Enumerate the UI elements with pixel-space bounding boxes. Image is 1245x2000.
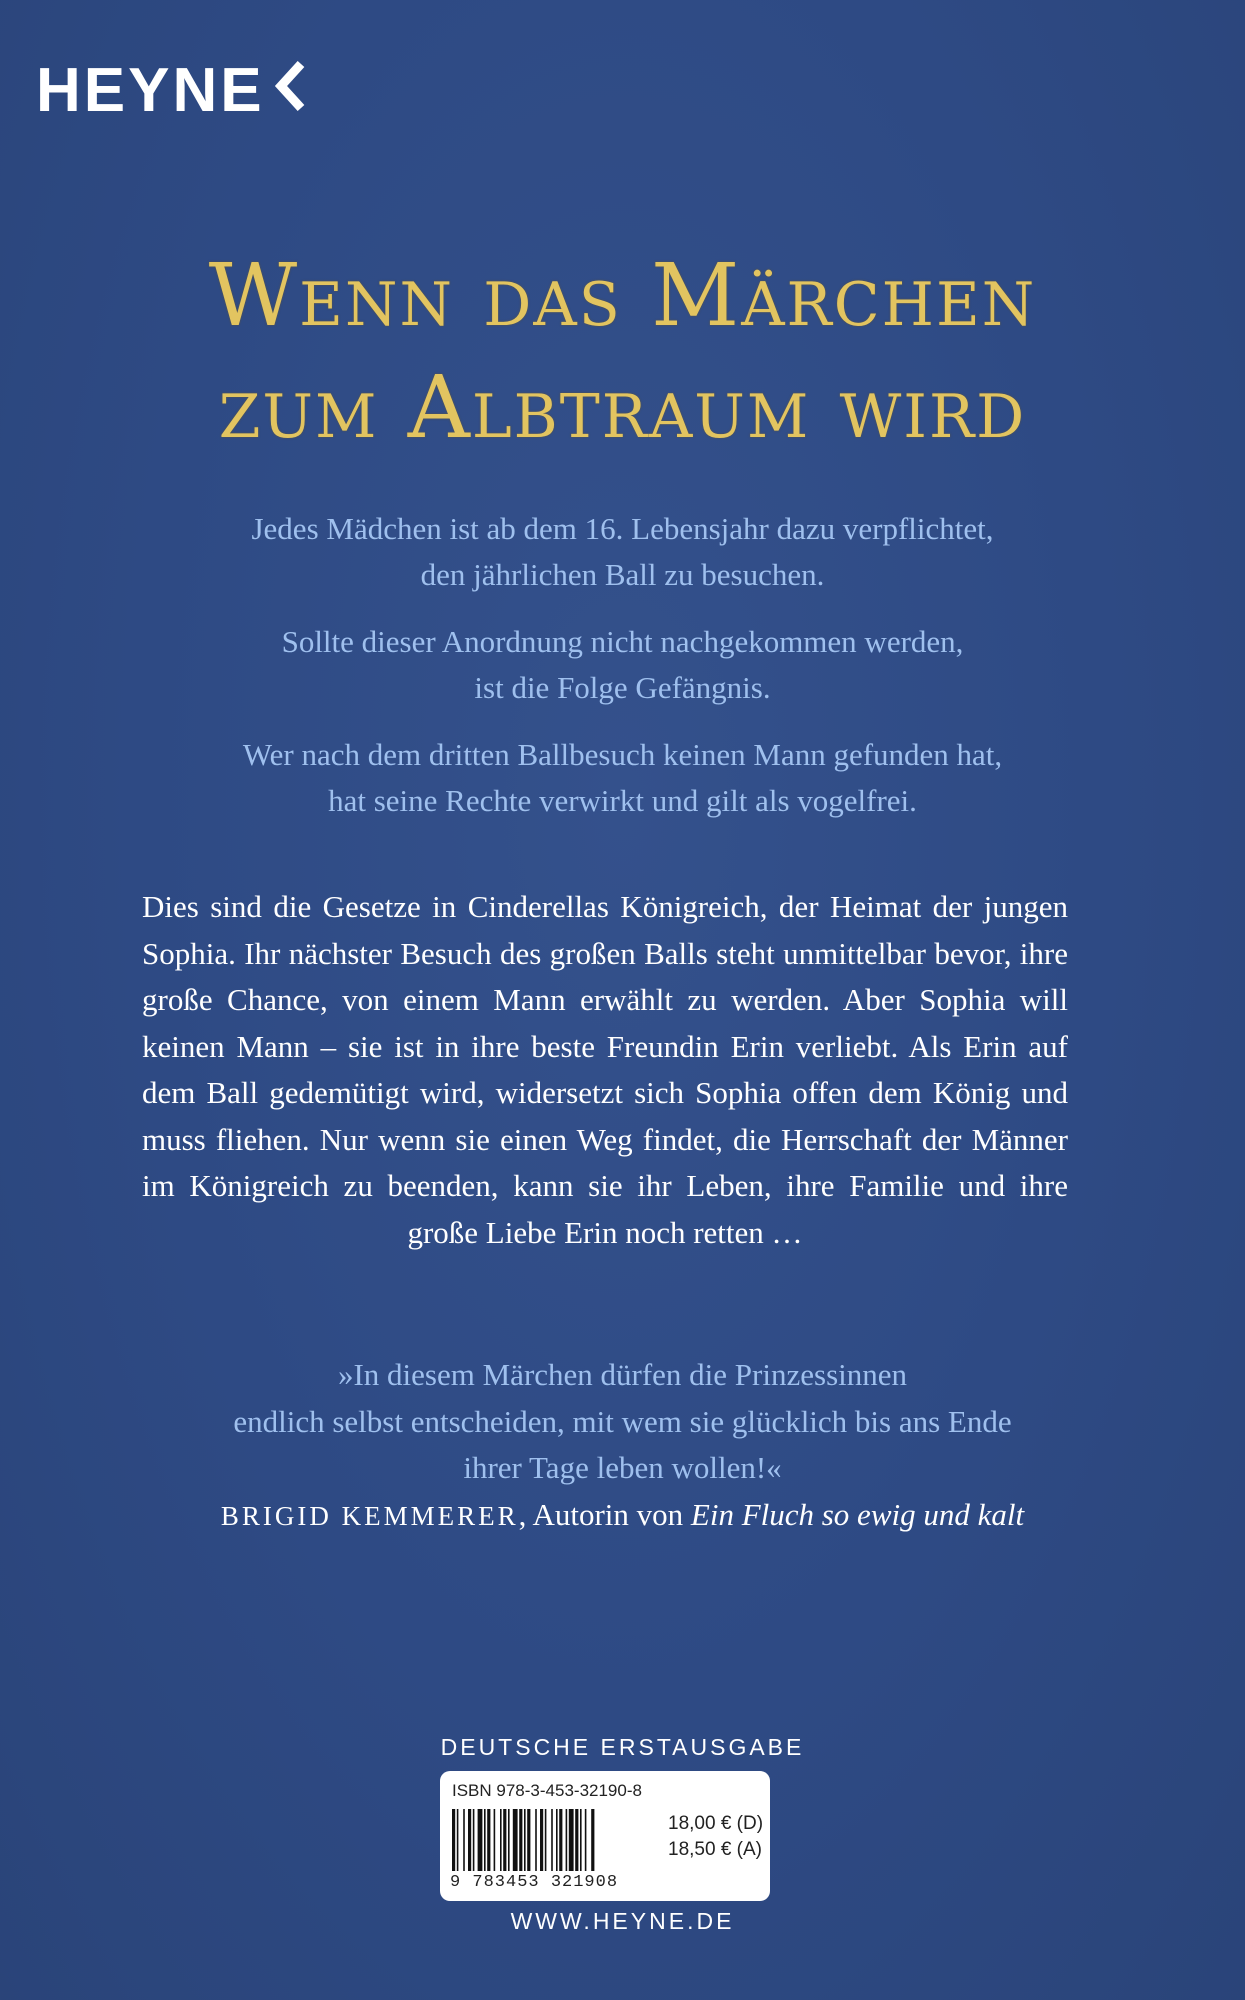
barcode-bar [484, 1809, 486, 1871]
quote-line-1: »In diesem Märchen dürfen die Prinzessinnen [337, 1357, 908, 1392]
barcode-graphic [452, 1809, 652, 1873]
barcode-bar [452, 1809, 455, 1871]
barcode-bar [503, 1809, 506, 1871]
publisher-logo [36, 56, 305, 125]
barcode-bar [545, 1809, 547, 1871]
quote-attribution [0, 1492, 1245, 1539]
barcode-bar [540, 1809, 543, 1871]
barcode-bar [580, 1809, 582, 1871]
chevron-left-icon [275, 60, 305, 122]
barcode-bar [463, 1809, 465, 1871]
headline-line-1: Wenn das Märchen [208, 246, 1037, 346]
rule-2 [0, 619, 1245, 711]
barcode-bar [478, 1809, 483, 1871]
rule-1-line-1: Jedes Mädchen ist ab dem 16. Lebensjahr dazu verpflichtet, [251, 511, 994, 546]
barcode-bar [559, 1809, 562, 1871]
barcode-bar [535, 1809, 537, 1871]
website-url: WWW.HEYNE.DE [510, 1908, 735, 1934]
barcode-box [440, 1771, 770, 1901]
rules-section [0, 506, 1245, 845]
isbn-text: ISBN 978-3-453-32190-8 [452, 1781, 642, 1800]
rule-1 [0, 506, 1245, 598]
attribution-author: BRIGID KEMMERER [220, 1501, 519, 1531]
barcode-bar [519, 1809, 522, 1871]
rule-2-line-1: Sollte dieser Anordnung nicht nachgekommen werden, [281, 624, 964, 659]
attribution-book: Ein Fluch so ewig und kalt [690, 1497, 1025, 1532]
barcode-bar [566, 1809, 568, 1871]
barcode-bar [513, 1809, 518, 1871]
price-at: 18,50 € (A) [668, 1839, 762, 1860]
quote-line-2: endlich selbst entscheiden, mit wem sie glücklich bis ans Ende [233, 1403, 1012, 1439]
barcode-bar [575, 1809, 578, 1871]
barcode-bar [527, 1809, 530, 1871]
barcode-bar [556, 1809, 558, 1871]
review-quote [0, 1352, 1245, 1492]
barcode-bar [524, 1809, 526, 1871]
barcode-bar [494, 1809, 496, 1871]
barcode-bar [468, 1809, 471, 1871]
barcode-bar [591, 1809, 594, 1871]
rule-1-line-2: den jährlichen Ball zu besuchen. [420, 557, 825, 592]
barcode-number: 9 783453 321908 [450, 1873, 619, 1892]
barcode-bar [508, 1809, 510, 1871]
barcode-bar [487, 1809, 490, 1871]
barcode-bar [457, 1809, 459, 1871]
headline [0, 240, 1245, 464]
rule-3-line-1: Wer nach dem dritten Ballbesuch keinen Mann gefunden hat, [242, 737, 1003, 772]
rule-3 [0, 732, 1245, 824]
attribution-role: , Autorin von [518, 1497, 691, 1532]
price-de: 18,00 € (D) [668, 1813, 764, 1834]
barcode-bar [569, 1809, 574, 1871]
quote-line-3: ihrer Tage leben wollen!« [463, 1450, 782, 1485]
edition-label: DEUTSCHE ERSTAUSGABE [440, 1734, 805, 1760]
blurb-paragraph: Dies sind die Gesetze in Cinderellas Königreich, der Heimat der jungen Sophia. Ihr nächster Besuch des großen Balls steht unmittelbar bevor, ihre große Chance, von einem Mann erwählt zu werden. Aber Sophia will keinen Mann – sie ist in ihre beste Freundin Erin verliebt. Als Erin auf dem Ball gedemütigt wird, widersetzt sich Sophia offen dem König und muss fliehen. Nur wenn sie einen Weg findet, die Herrschaft der Männer im Königreich zu beenden, kann sie ihr Leben, ihre Familie und ihre große Liebe Erin noch retten … [142, 889, 1068, 1250]
rule-3-line-2: hat seine Rechte verwirkt und gilt als vogelfrei. [328, 783, 917, 818]
barcode-bar [500, 1809, 502, 1871]
headline-line-2: zum Albtraum wird [218, 358, 1027, 458]
barcode-bar [551, 1809, 553, 1871]
rule-2-line-2: ist die Folge Gefängnis. [474, 670, 771, 705]
publisher-logo-text: HEYNE [36, 56, 265, 125]
barcode-bar [585, 1809, 587, 1871]
barcode-bar [473, 1809, 475, 1871]
